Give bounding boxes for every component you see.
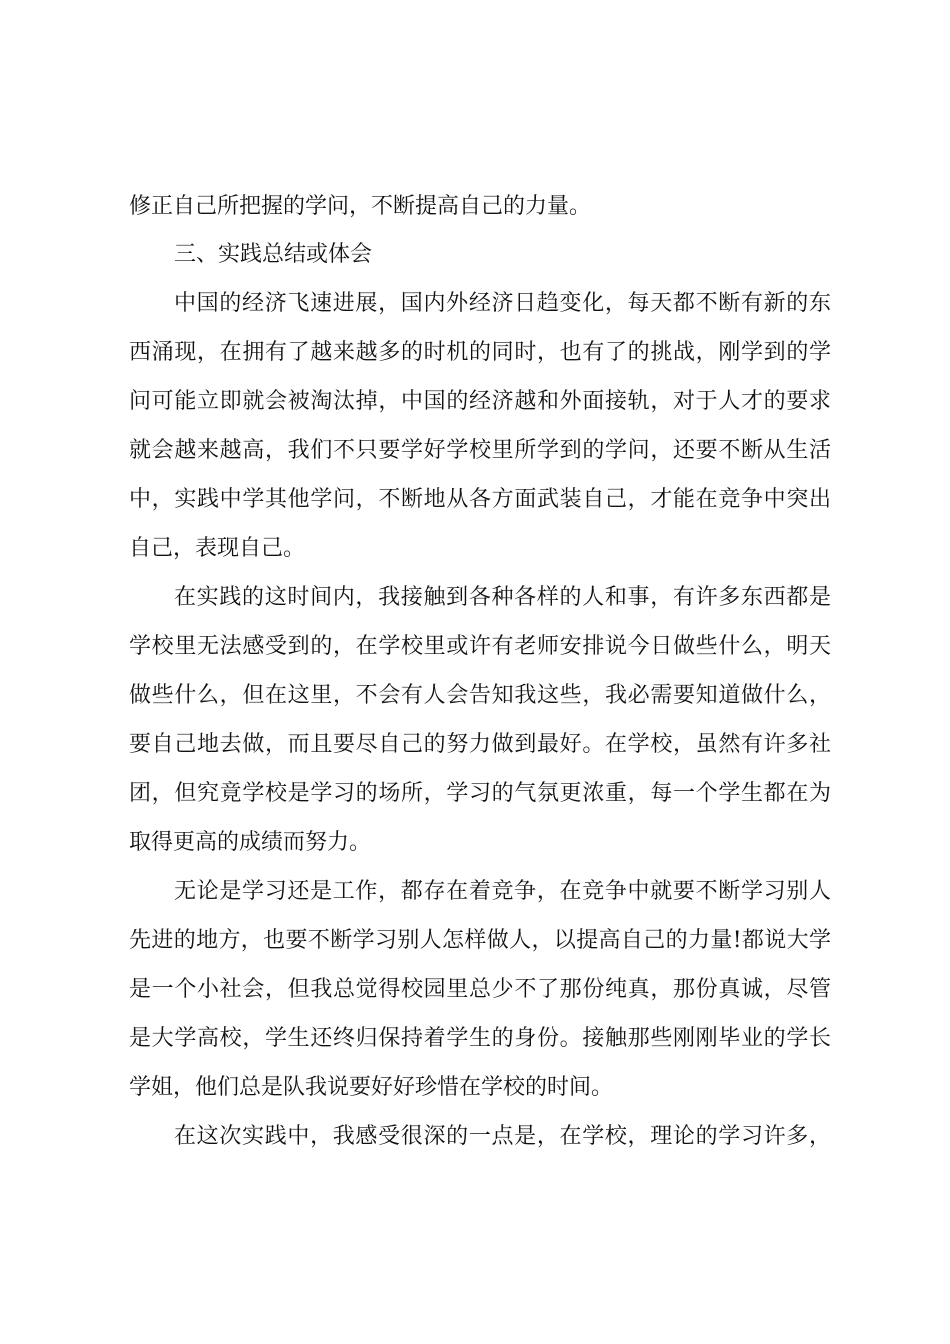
text-line: 先进的地方，也要不断学习别人怎样做人，以提高自己的力量!都说大学 bbox=[129, 928, 831, 953]
text-line: 中国的经济飞速进展，国内外经济日趋变化，每天都不断有新的东 bbox=[174, 291, 831, 316]
text-line: 团，但究竟学校是学习的场所，学习的气氛更浓重，每一个学生都在为 bbox=[129, 781, 831, 806]
text-line: 在实践的这时间内，我接触到各种各样的人和事，有许多东西都是 bbox=[174, 585, 831, 610]
text-line: 学姐，他们总是队我说要好好珍惜在学校的时间。 bbox=[129, 1075, 614, 1100]
text-line: 修正自己所把握的学问，不断提高自己的力量。 bbox=[129, 194, 592, 219]
text-line: 问可能立即就会被淘汰掉，中国的经济越和外面接轨，对于人才的要求 bbox=[129, 389, 831, 414]
text-line: 要自己地去做，而且要尽自己的努力做到最好。在学校，虽然有许多社 bbox=[129, 732, 831, 757]
text-line: 学校里无法感受到的，在学校里或许有老师安排说今日做些什么，明天 bbox=[129, 634, 831, 659]
text-line: 是大学高校，学生还终归保持着学生的身份。接触那些刚刚毕业的学长 bbox=[129, 1026, 831, 1051]
text-line: 在这次实践中，我感受很深的一点是，在学校，理论的学习许多， bbox=[174, 1124, 831, 1149]
text-line: 做些什么，但在这里，不会有人会告知我这些，我必需要知道做什么， bbox=[129, 683, 831, 708]
text-line: 西涌现，在拥有了越来越多的时机的同时，也有了的挑战，刚学到的学 bbox=[129, 340, 831, 365]
text-line: 就会越来越高，我们不只要学好学校里所学到的学问，还要不断从生活 bbox=[129, 438, 831, 463]
text-line: 取得更高的成绩而努力。 bbox=[129, 830, 372, 855]
text-line: 中，实践中学其他学问，不断地从各方面武装自己，才能在竞争中突出 bbox=[129, 487, 831, 512]
text-line: 无论是学习还是工作，都存在着竞争，在竞争中就要不断学习别人 bbox=[174, 879, 831, 904]
section-heading: 三、实践总结或体会 bbox=[174, 242, 373, 267]
text-line: 是一个小社会，但我总觉得校园里总少不了那份纯真，那份真诚，尽管 bbox=[129, 977, 831, 1002]
text-line: 自己，表现自己。 bbox=[129, 536, 306, 561]
